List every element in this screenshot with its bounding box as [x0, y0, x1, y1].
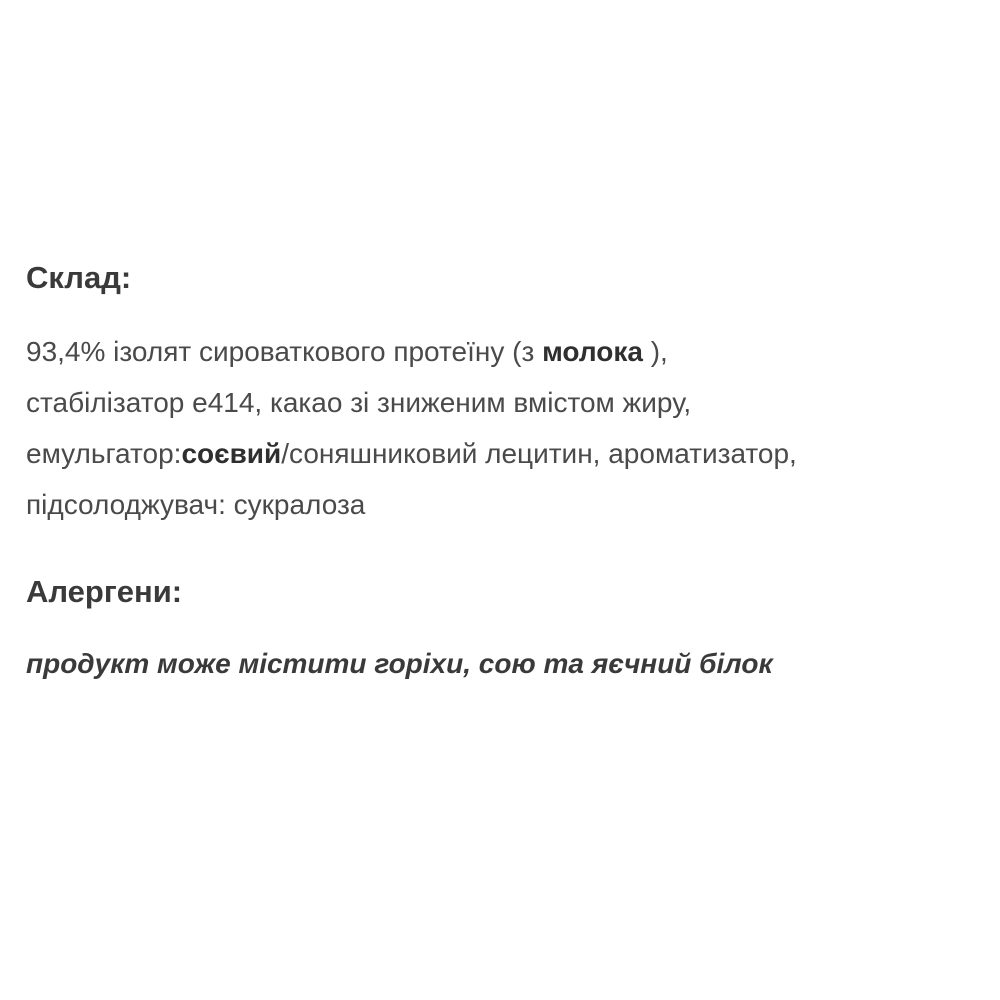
soy-allergen-highlight: соєвий [181, 438, 282, 469]
ingredients-line-2: стабілізатор е414, какао зі зниженим вмістом жиру, [26, 387, 692, 418]
ingredients-line-3-end: /соняшниковий лецитин, ароматизатор, [281, 438, 797, 469]
composition-heading: Склад: [26, 260, 132, 295]
ingredients-line-4: підсолоджувач: сукралоза [26, 489, 366, 520]
milk-allergen-highlight: молока [542, 336, 643, 367]
allergens-heading: Алергени: [26, 574, 183, 609]
ingredients-line-1-end: ), [642, 336, 668, 367]
ingredients-line-3 [26, 440, 797, 491]
ingredients-line-3-start: емульгатор: [26, 438, 182, 469]
ingredients-line-1-start: 93,4% ізолят сироваткового протеїну (з [26, 336, 543, 367]
ingredients-text [26, 338, 797, 542]
ingredients-line-1 [26, 338, 797, 389]
allergens-note: продукт може містити горіхи, сою та яєчний білок [26, 648, 773, 679]
